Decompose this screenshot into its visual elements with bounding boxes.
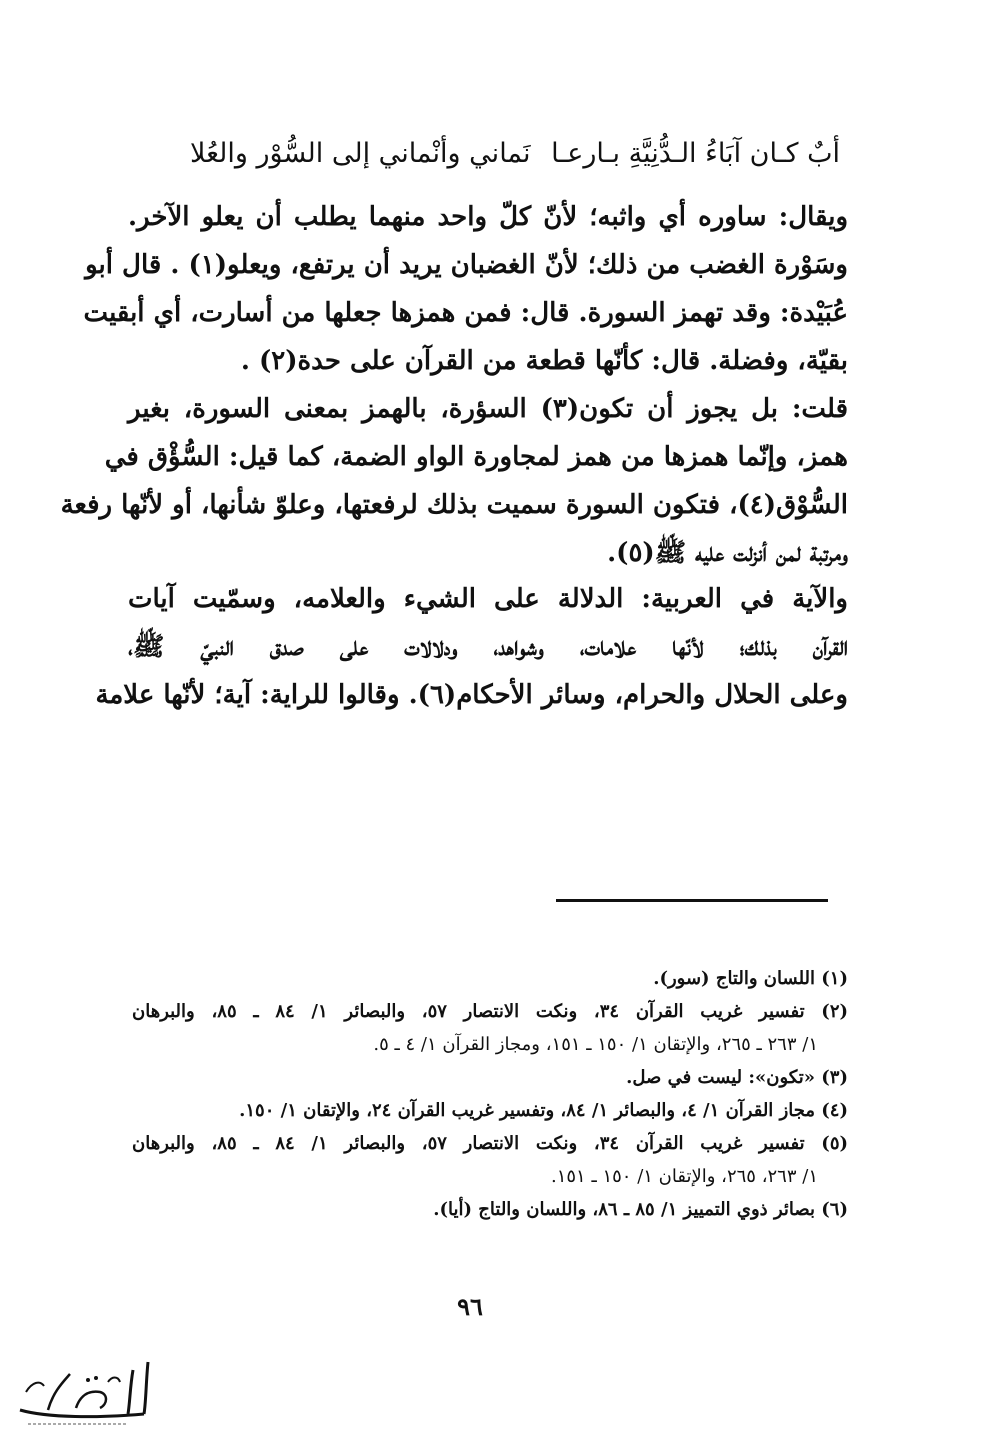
paragraph-aya-meaning	[95, 575, 848, 719]
footnote-3: (٣) «تكون»: ليست في صل.	[626, 1067, 848, 1088]
paragraph-line: السُّوْق(٤)، فتكون السورة سميت بذلك لرفعتها، وعلوّ شأنها، أو لأنّها رفعة	[60, 490, 848, 520]
verse-right-hemistich: نَماني وأنْماني إلى السُّوْر والعُلا	[190, 138, 531, 169]
footnote-4: (٤) مجاز القرآن ١/ ٤، والبصائر ١/ ٨٤، وتفسير غريب القرآن ٢٤، والإتقان ١/ ١٥٠.	[239, 1100, 848, 1121]
paragraph-line: عُبَيْدة: وقد تهمز السورة. قال: فمن همزها جعلها من أسارت، أي أبقيت	[83, 298, 848, 328]
paragraph-line: وعلى الحلال والحرام، وسائر الأحكام(٦). وقالوا للراية: آية؛ لأنّها علامة	[95, 680, 848, 710]
footnote-5-continuation: ١/ ٢٦٣، ٢٦٥، والإتقان ١/ ١٥٠ ـ ١٥١.	[550, 1166, 818, 1187]
footnote-1: (١) اللسان والتاج (سور).	[653, 968, 848, 989]
paragraph-sura-meaning	[83, 193, 849, 385]
footnote-2-continuation: ١/ ٢٦٣ ـ ٢٦٥، والإتقان ١/ ١٥٠ ـ ١٥١، ومجاز القرآن ١/ ٤ ـ ٥.	[373, 1034, 818, 1055]
footnote-5: (٥) تفسير غريب القرآن ٣٤، ونكت الانتصار ٥٧، والبصائر ١/ ٨٤ ـ ٨٥، والبرهان	[132, 1133, 849, 1154]
footnote-6: (٦) بصائر ذوي التمييز ١/ ٨٥ ـ ٨٦، واللسان والتاج (أيا).	[433, 1199, 848, 1220]
calligraphy-logo	[8, 1352, 158, 1432]
footnote-2: (٢) تفسير غريب القرآن ٣٤، ونكت الانتصار ٥٧، والبصائر ١/ ٨٤ ـ ٨٥، والبرهان	[132, 1001, 849, 1022]
paragraph-line: والآية في العربية: الدلالة على الشيء والعلامه، وسمّيت آيات	[128, 584, 848, 614]
footnote-separator	[556, 899, 828, 902]
verse-left-hemistich: أبٌ كـان آبَاءُ الـدُّنِيَّةِ بـارعـا	[551, 138, 840, 169]
paragraph-line: ومرتبة لمن أنزلت عليه ﷺ(٥).	[607, 538, 848, 568]
paragraph-line: قلت: بل يجوز أن تكون(٣) السؤرة، بالهمز بمعنى السورة، بغير	[128, 394, 848, 424]
paragraph-line: بقيّة، وفضلة. قال: كأنّها قطعة من القرآن على حدة(٢) .	[240, 346, 848, 376]
paragraph-line: وسَوْرة الغضب من ذلك؛ لأنّ الغضبان يريد أن يرتفع، ويعلو(١) . قال أبو	[85, 250, 848, 280]
page-number: ٩٦	[457, 1292, 483, 1321]
paragraph-sura-hamza	[60, 385, 848, 577]
paragraph-line: همز، وإنّما همزها من همز لمجاورة الواو الضمة، كما قيل: السُّؤْق في	[104, 442, 848, 472]
paragraph-line: القرآن بذلك؛ لأنّها علامات، وشواهد، ودلالات على صدق النبيّ ﷺ،	[128, 632, 848, 662]
footnotes	[132, 962, 848, 1226]
poetry-verse	[190, 128, 840, 180]
paragraph-line: ويقال: ساوره أي واثبه؛ لأنّ كلّ واحد منهما يطلب أن يعلو الآخر.	[128, 202, 849, 232]
